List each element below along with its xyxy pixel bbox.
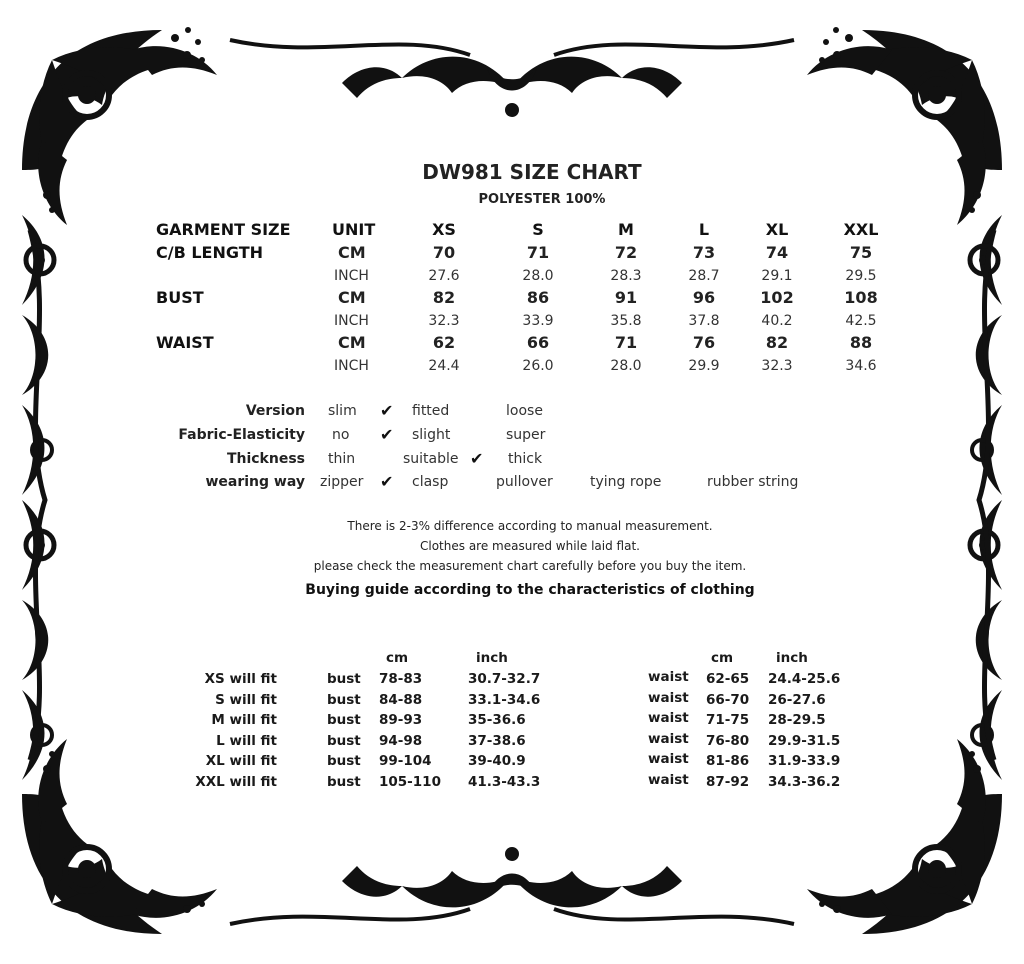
waist-label: waist (648, 771, 689, 788)
bust-label: bust (327, 732, 361, 749)
bust-cm-range: 94-98 (379, 732, 423, 749)
inch-value: 37.8 (688, 313, 720, 329)
bust-inch-range: 35-36.6 (468, 712, 526, 728)
bust-inch-range: 33.1-34.6 (468, 691, 541, 708)
waist-cm-range: 62-65 (706, 671, 750, 687)
waist-inch-range: 26-27.6 (768, 691, 826, 708)
bust-inch-range: 30.7-32.7 (468, 671, 541, 687)
unit-cm: CM (338, 243, 366, 262)
option-no: no (332, 427, 350, 443)
cm-value: 71 (614, 333, 638, 352)
inch-value: 40.2 (761, 313, 793, 329)
unit-inch: INCH (334, 268, 369, 284)
size-header-l: L (698, 220, 710, 239)
fit-label: S will fit (215, 691, 277, 708)
waist-inch-range: 34.3-36.2 (768, 773, 841, 790)
measure-label: C/B LENGTH (156, 243, 264, 262)
checkmark-icon: ✔ (380, 401, 394, 420)
inch-value: 28.3 (610, 268, 642, 284)
option-suitable: suitable (403, 451, 459, 467)
waist-cm-range: 81-86 (706, 753, 750, 769)
buying-guide-title: Buying guide according to the characteristics of clothing (305, 582, 755, 598)
fit-label: M will fit (211, 712, 277, 728)
inch-value: 27.6 (428, 268, 460, 284)
inch-value: 26.0 (522, 358, 554, 374)
option-rubber-string: rubber string (707, 474, 799, 490)
inch-value: 35.8 (610, 313, 642, 329)
cm-value: 70 (432, 243, 456, 262)
waist-label: waist (648, 689, 689, 706)
size-header-xl: XL (765, 220, 789, 239)
cm-value: 86 (526, 288, 550, 307)
cm-value: 102 (760, 288, 794, 307)
inch-value: 28.0 (610, 358, 642, 374)
waist-inch-range: 31.9-33.9 (768, 753, 841, 769)
cm-value: 62 (432, 333, 456, 352)
inch-value: 24.4 (428, 358, 460, 374)
size-header-m: M (618, 220, 634, 239)
option-clasp: clasp (412, 474, 449, 490)
chart-title: DW981 SIZE CHART (422, 160, 642, 184)
option-tying-rope: tying rope (590, 474, 662, 490)
waist-cm-range: 66-70 (706, 691, 750, 708)
option-pullover: pullover (496, 474, 553, 490)
waist-cm-range: 71-75 (706, 712, 750, 728)
fit-label: XL will fit (205, 753, 277, 769)
waist-cm-range: 76-80 (706, 732, 750, 749)
size-header-xs: XS (432, 220, 456, 239)
unit-cm: CM (338, 333, 366, 352)
unit-inch: INCH (334, 313, 369, 329)
inch-value: 29.5 (845, 268, 877, 284)
cm-value: 108 (844, 288, 878, 307)
bust-inch-range: 37-38.6 (468, 732, 526, 749)
cm-value: 82 (432, 288, 456, 307)
inch-value: 29.9 (688, 358, 720, 374)
cm-value: 76 (692, 333, 716, 352)
inch-value: 42.5 (845, 313, 877, 329)
material-label: POLYESTER 100% (478, 192, 606, 207)
option-thin: thin (328, 451, 356, 467)
cm-value: 75 (849, 243, 873, 262)
bust-label: bust (327, 671, 361, 687)
waist-label: waist (648, 730, 689, 747)
inch-value: 28.7 (688, 268, 720, 284)
characteristic-label: Version (245, 403, 305, 419)
inch-value: 29.1 (761, 268, 793, 284)
cm-value: 91 (614, 288, 638, 307)
waist-cm-header: cm (711, 650, 734, 666)
bust-label: bust (327, 773, 361, 790)
waist-inch-range: 29.9-31.5 (768, 732, 841, 749)
measure-label: WAIST (156, 333, 214, 352)
garment-size-header: GARMENT SIZE (156, 220, 291, 239)
size-header-s: S (532, 220, 544, 239)
cm-value: 96 (692, 288, 716, 307)
characteristic-label: wearing way (205, 474, 305, 490)
cm-value: 71 (526, 243, 550, 262)
fit-label: XS will fit (204, 671, 277, 687)
bust-inch-range: 39-40.9 (468, 753, 526, 769)
inch-value: 34.6 (845, 358, 877, 374)
bust-cm-range: 105-110 (379, 773, 441, 790)
option-slight: slight (412, 427, 451, 443)
bust-cm-range: 99-104 (379, 753, 432, 769)
cm-value: 74 (765, 243, 789, 262)
bust-label: bust (327, 712, 361, 728)
unit-inch: INCH (334, 358, 369, 374)
waist-cm-range: 87-92 (706, 773, 750, 790)
cm-value: 73 (692, 243, 716, 262)
characteristic-label: Fabric-Elasticity (178, 427, 305, 443)
bust-cm-range: 84-88 (379, 691, 423, 708)
inch-value: 28.0 (522, 268, 554, 284)
cm-value: 88 (849, 333, 873, 352)
bust-cm-range: 89-93 (379, 712, 423, 728)
characteristic-label: Thickness (226, 451, 305, 467)
waist-inch-range: 24.4-25.6 (768, 671, 841, 687)
measure-label: BUST (156, 288, 204, 307)
option-loose: loose (506, 403, 543, 419)
waist-label: waist (648, 710, 689, 726)
checkmark-icon: ✔ (470, 449, 484, 468)
cm-value: 72 (614, 243, 638, 262)
inch-value: 33.9 (522, 313, 554, 329)
bust-cm-range: 78-83 (379, 671, 423, 687)
option-zipper: zipper (320, 474, 364, 490)
cm-value: 82 (765, 333, 789, 352)
unit-cm: CM (338, 288, 366, 307)
waist-label: waist (648, 669, 689, 685)
fit-label: L will fit (216, 732, 277, 749)
note-line: There is 2-3% difference according to manual measurement. (347, 519, 713, 533)
note-line: Clothes are measured while laid flat. (420, 539, 640, 553)
checkmark-icon: ✔ (380, 425, 394, 444)
waist-inch-header: inch (776, 650, 808, 666)
bust-cm-header: cm (386, 650, 409, 666)
bust-inch-range: 41.3-43.3 (468, 773, 541, 790)
fit-label: XXL will fit (195, 773, 277, 790)
option-slim: slim (328, 403, 357, 419)
option-thick: thick (508, 451, 543, 467)
bust-label: bust (327, 691, 361, 708)
note-line: please check the measurement chart carefully before you buy the item. (313, 559, 747, 573)
option-fitted: fitted (412, 403, 450, 419)
option-super: super (506, 427, 546, 443)
cm-value: 66 (526, 333, 550, 352)
waist-label: waist (648, 751, 689, 767)
waist-inch-range: 28-29.5 (768, 712, 826, 728)
inch-value: 32.3 (761, 358, 793, 374)
size-header-xxl: XXL (843, 220, 879, 239)
inch-value: 32.3 (428, 313, 460, 329)
bust-inch-header: inch (476, 650, 508, 666)
checkmark-icon: ✔ (380, 472, 394, 491)
unit-header: UNIT (332, 220, 376, 239)
bust-label: bust (327, 753, 361, 769)
